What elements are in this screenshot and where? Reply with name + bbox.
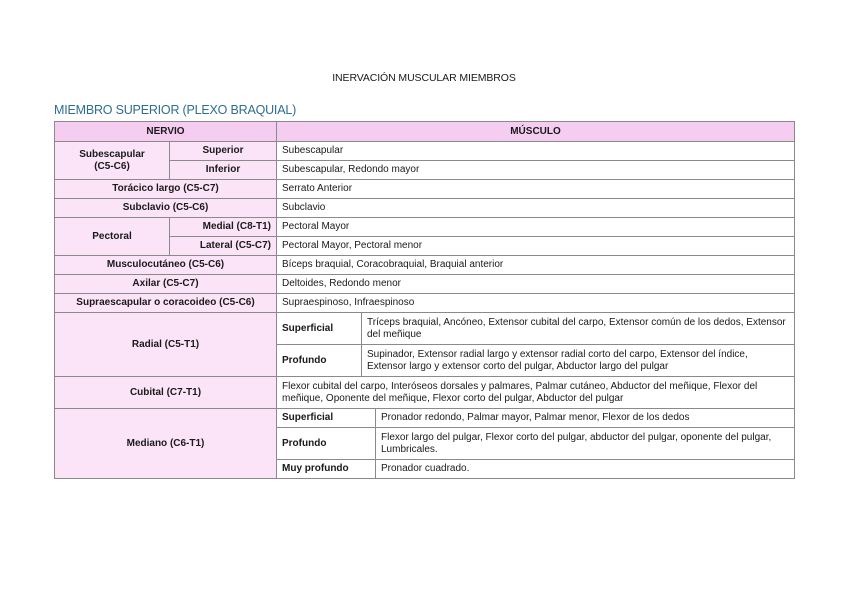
section-title: MIEMBRO SUPERIOR (PLEXO BRAQUIAL) <box>54 103 297 117</box>
nerve-pectoral: Pectoral <box>55 218 170 256</box>
muscle-cell: Pronador cuadrado. <box>376 460 795 479</box>
table-row <box>55 313 795 345</box>
branch-label: Muy profundo <box>277 460 376 479</box>
table-row <box>55 409 795 428</box>
table-header-row <box>55 122 795 142</box>
table-row <box>55 256 795 275</box>
muscle-cell: Flexor cubital del carpo, Interóseos dorsales y palmares, Palmar cutáneo, Abductor del meñique, Flexor del meñique, Oponente del meñique, Flexor corto del pulgar, Abductor del pulgar <box>277 377 795 409</box>
muscle-cell: Pectoral Mayor <box>277 218 795 237</box>
muscle-cell: Deltoides, Redondo menor <box>277 275 795 294</box>
nerve-mediano: Mediano (C6-T1) <box>55 409 277 479</box>
table-row <box>55 199 795 218</box>
nerve-radial: Radial (C5-T1) <box>55 313 277 377</box>
muscle-cell: Subclavio <box>277 199 795 218</box>
branch-label: Lateral (C5-C7) <box>170 237 277 256</box>
muscle-cell: Bíceps braquial, Coracobraquial, Braquial anterior <box>277 256 795 275</box>
muscle-cell: Pronador redondo, Palmar mayor, Palmar menor, Flexor de los dedos <box>376 409 795 428</box>
nerve-cubital: Cubital (C7-T1) <box>55 377 277 409</box>
nerve-subescapular: Subescapular (C5-C6) <box>55 142 170 180</box>
header-nervio: NERVIO <box>55 122 277 142</box>
muscle-cell: Subescapular, Redondo mayor <box>277 161 795 180</box>
branch-label: Inferior <box>170 161 277 180</box>
muscle-cell: Tríceps braquial, Ancóneo, Extensor cubital del carpo, Extensor común de los dedos, Extensor del meñique <box>362 313 795 345</box>
muscle-cell: Supinador, Extensor radial largo y extensor radial corto del carpo, Extensor del índice, Extensor largo y extensor corto del pulgar, Abductor largo del pulgar <box>362 345 795 377</box>
branch-label: Superior <box>170 142 277 161</box>
muscle-cell: Supraespinoso, Infraespinoso <box>277 294 795 313</box>
branch-label: Profundo <box>277 428 376 460</box>
nerve-subclavio: Subclavio (C5-C6) <box>55 199 277 218</box>
table-row <box>55 218 795 237</box>
muscle-cell: Flexor largo del pulgar, Flexor corto del pulgar, abductor del pulgar, oponente del pulgar, Lumbricales. <box>376 428 795 460</box>
table-row <box>55 142 795 161</box>
branch-label: Superficial <box>277 313 362 345</box>
branch-label: Profundo <box>277 345 362 377</box>
innervation-table <box>54 121 795 479</box>
muscle-cell: Pectoral Mayor, Pectoral menor <box>277 237 795 256</box>
table-row <box>55 377 795 409</box>
nerve-supraescapular: Supraescapular o coracoideo (C5-C6) <box>55 294 277 313</box>
branch-label: Medial (C8-T1) <box>170 218 277 237</box>
nerve-axilar: Axilar (C5-C7) <box>55 275 277 294</box>
muscle-cell: Subescapular <box>277 142 795 161</box>
document-title: INERVACIÓN MUSCULAR MIEMBROS <box>332 72 516 84</box>
branch-label: Superficial <box>277 409 376 428</box>
table-row <box>55 294 795 313</box>
nerve-musculocutaneo: Musculocutáneo (C5-C6) <box>55 256 277 275</box>
table-row <box>55 275 795 294</box>
table-row <box>55 180 795 199</box>
muscle-cell: Serrato Anterior <box>277 180 795 199</box>
nerve-toracico-largo: Torácico largo (C5-C7) <box>55 180 277 199</box>
header-musculo: MÚSCULO <box>277 122 795 142</box>
